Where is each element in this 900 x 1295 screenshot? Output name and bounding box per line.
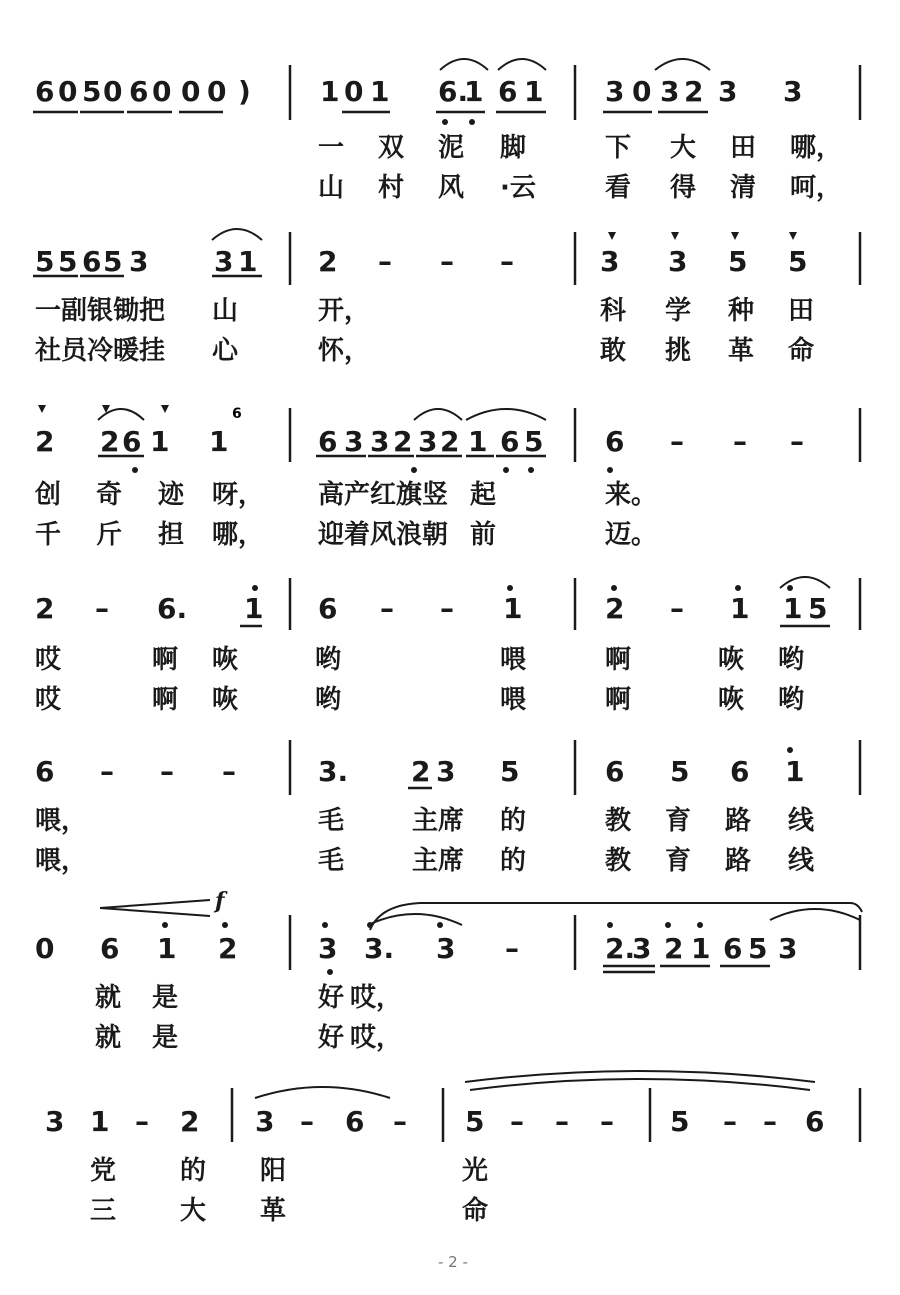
lyric-verse-2: 育 — [665, 846, 692, 876]
accent-mark — [161, 405, 169, 413]
slur — [212, 229, 262, 240]
octave-dot — [162, 922, 168, 928]
note: – — [763, 1105, 777, 1138]
lyric-verse-2: 喂， — [35, 846, 88, 876]
lyric-verse-2: 哎 — [35, 685, 62, 715]
lyric-verse-2: 村 — [378, 173, 405, 203]
lyric-verse-1: 迹 — [158, 480, 185, 510]
lyric-verse-1: 光 — [462, 1156, 489, 1186]
note: 1 — [209, 425, 229, 458]
lyric-verse-1: 创 — [35, 480, 62, 510]
note: 0 — [35, 932, 55, 965]
note: 5 — [670, 755, 690, 788]
lyric-verse-2: 迎着风浪朝 — [318, 520, 449, 550]
note: – — [733, 425, 747, 458]
note: 2 — [605, 592, 625, 625]
octave-dot — [507, 585, 513, 591]
lyric-verse-1: 下 — [605, 133, 632, 163]
octave-dot — [528, 467, 534, 473]
lyric-verse-1: 田 — [788, 296, 815, 326]
lyric-verse-2: 毛 — [318, 846, 345, 876]
lyric-verse-2: 革 — [260, 1196, 287, 1226]
lyric-verse-2: 哪， — [212, 520, 265, 550]
slur — [440, 59, 488, 70]
note: – — [100, 755, 114, 788]
note: 0 — [58, 75, 78, 108]
lyric-verse-2: 社员冷暖挂 — [35, 336, 166, 366]
dynamic-forte: f — [215, 888, 225, 914]
lyric-verse-1: 山 — [212, 296, 239, 326]
lyric-verse-2: 的 — [500, 846, 527, 876]
note: ) — [238, 75, 251, 108]
octave-dot — [665, 922, 671, 928]
lyric-verse-1: 一 — [318, 133, 345, 163]
note: 3 — [660, 75, 680, 108]
lyric-verse-1: 阳 — [260, 1156, 287, 1186]
page-number: - 2 - — [438, 1253, 468, 1271]
accent-mark — [671, 232, 679, 240]
note: 3 — [718, 75, 738, 108]
note: 3 — [436, 932, 456, 965]
note: 0 — [181, 75, 201, 108]
lyric-verse-1: 呀， — [212, 480, 265, 510]
note: – — [95, 592, 109, 625]
lyric-verse-1: 哪， — [790, 133, 843, 163]
lyric-verse-1: 奇 — [96, 480, 123, 510]
note: 1 — [783, 592, 803, 625]
note: 3 — [600, 245, 620, 278]
note: – — [440, 245, 454, 278]
note: 3 — [436, 755, 456, 788]
lyric-verse-1: 好 — [318, 983, 345, 1013]
note: 6 — [35, 755, 55, 788]
lyric-verse-1: 哟 — [315, 645, 342, 675]
lyric-verse-2: 啊 — [152, 685, 179, 715]
octave-dot — [437, 922, 443, 928]
note: 6 — [35, 75, 55, 108]
note: 1 — [468, 425, 488, 458]
note: 0 — [207, 75, 227, 108]
note: 2 — [664, 932, 684, 965]
lyric-verse-2: 主席 — [412, 846, 465, 876]
note: 1 — [691, 932, 711, 965]
lyric-verse-2: 大 — [180, 1196, 207, 1226]
lyric-verse-1: 啊 — [152, 645, 179, 675]
note: 6 — [100, 932, 120, 965]
note: – — [555, 1105, 569, 1138]
lyric-verse-2: 担 — [158, 520, 185, 550]
note: 2 — [35, 425, 55, 458]
lyric-verse-1: 啊 — [605, 645, 632, 675]
lyric-verse-2: 挑 — [665, 336, 692, 366]
lyric-verse-1: 是 — [152, 983, 179, 1013]
octave-dot — [411, 467, 417, 473]
note: – — [510, 1105, 524, 1138]
octave-dot — [607, 467, 613, 473]
grace-note: 6 — [232, 406, 242, 422]
octave-dot — [132, 467, 138, 473]
lyric-verse-2: 敢 — [600, 336, 627, 366]
octave-dot — [607, 922, 613, 928]
lyric-verse-1: 泥 — [438, 133, 465, 163]
lyric-verse-2: 好 — [318, 1023, 345, 1053]
octave-dot — [503, 467, 509, 473]
note: 5 — [524, 425, 544, 458]
note: 5 — [670, 1105, 690, 1138]
lyric-verse-2: 迈。 — [605, 520, 658, 550]
note: – — [380, 592, 394, 625]
note: 3. — [364, 932, 395, 965]
slur — [655, 59, 710, 70]
lyric-verse-1: 毛 — [318, 806, 345, 836]
note: 3 — [783, 75, 803, 108]
note: 2 — [100, 425, 120, 458]
note: 0 — [103, 75, 123, 108]
lyric-verse-1: 大 — [670, 133, 697, 163]
accent-mark — [789, 232, 797, 240]
lyric-verse-2: 哎， — [350, 1023, 403, 1053]
lyric-verse-1: 科 — [600, 296, 627, 326]
note: 3 — [45, 1105, 65, 1138]
note: 5 — [808, 592, 828, 625]
note: 3 — [214, 245, 234, 278]
slur — [368, 914, 462, 925]
octave-dot — [735, 585, 741, 591]
note: 1 — [150, 425, 170, 458]
slur — [414, 409, 462, 420]
note: – — [440, 592, 454, 625]
note: 3 — [344, 425, 364, 458]
lyric-verse-1: 开， — [318, 296, 371, 326]
lyric-verse-2: 咴 — [718, 685, 745, 715]
lyric-verse-2: 清 — [730, 173, 757, 203]
note: 6 — [122, 425, 142, 458]
note: 1 — [90, 1105, 110, 1138]
note: 3 — [318, 932, 338, 965]
slur — [470, 1079, 810, 1090]
note: 5 — [500, 755, 520, 788]
note: 3 — [778, 932, 798, 965]
lyric-verse-1: 一副银锄把 — [35, 296, 166, 326]
note: 6 — [500, 425, 520, 458]
lyric-verse-1: 哎 — [35, 645, 62, 675]
note: 3 — [129, 245, 149, 278]
lyric-verse-2: 是 — [152, 1023, 179, 1053]
lyric-verse-2: 怀， — [318, 336, 371, 366]
note: 6. — [438, 75, 469, 108]
note: 1 — [524, 75, 544, 108]
octave-dot — [787, 747, 793, 753]
octave-dot — [252, 585, 258, 591]
note: 6 — [730, 755, 750, 788]
note: – — [500, 245, 514, 278]
note: 6 — [318, 592, 338, 625]
lyric-verse-1: 高产红旗竖 — [318, 480, 449, 510]
lyric-verse-1: 种 — [728, 296, 755, 326]
accent-mark — [731, 232, 739, 240]
lyric-verse-2: 就 — [95, 1023, 122, 1053]
note: – — [670, 425, 684, 458]
lyric-verse-2: 革 — [728, 336, 755, 366]
lyric-verse-2: 三 — [90, 1196, 117, 1226]
note: 5 — [58, 245, 78, 278]
octave-dot — [611, 585, 617, 591]
note: 1 — [157, 932, 177, 965]
lyric-verse-1: 起 — [470, 480, 497, 510]
octave-dot — [222, 922, 228, 928]
crescendo-hairpin — [100, 908, 210, 916]
note: 1 — [785, 755, 805, 788]
lyric-verse-2: ·云 — [500, 173, 536, 203]
note: 3 — [370, 425, 390, 458]
lyric-verse-2: 命 — [788, 336, 815, 366]
lyric-verse-2: 千 — [35, 520, 62, 550]
phrase-slur — [370, 903, 862, 930]
slur — [498, 59, 546, 70]
lyric-verse-2: 咴 — [212, 685, 239, 715]
lyric-verse-2: 风 — [438, 173, 465, 203]
lyric-verse-2: 心 — [212, 336, 239, 366]
note: 1 — [730, 592, 750, 625]
note: 6 — [498, 75, 518, 108]
lyric-verse-2: 呵， — [790, 173, 843, 203]
note: 1 — [503, 592, 523, 625]
lyric-verse-1: 咴 — [212, 645, 239, 675]
lyric-verse-1: 喂 — [500, 645, 527, 675]
lyric-verse-2: 山 — [318, 173, 345, 203]
note: 2 — [440, 425, 460, 458]
note: 3 — [418, 425, 438, 458]
note: 6 — [805, 1105, 825, 1138]
lyric-verse-2: 喂 — [500, 685, 527, 715]
note: – — [160, 755, 174, 788]
octave-dot — [367, 922, 373, 928]
note: 6 — [345, 1105, 365, 1138]
note: 6 — [82, 245, 102, 278]
note: – — [670, 592, 684, 625]
lyric-verse-1: 教 — [605, 806, 632, 836]
lyric-verse-1: 喂， — [35, 806, 88, 836]
note: 2 — [411, 755, 431, 788]
note: – — [222, 755, 236, 788]
lyric-verse-1: 来。 — [605, 480, 658, 510]
note: – — [393, 1105, 407, 1138]
note: 2 — [393, 425, 413, 458]
lyric-verse-1: 党 — [90, 1156, 117, 1186]
note: 3. — [318, 755, 349, 788]
note: – — [600, 1105, 614, 1138]
lyric-verse-1: 哎， — [350, 983, 403, 1013]
note: 5 — [788, 245, 808, 278]
note: 5 — [35, 245, 55, 278]
octave-dot — [322, 922, 328, 928]
note: 2 — [35, 592, 55, 625]
note: 1 — [238, 245, 258, 278]
slur — [770, 909, 860, 920]
accent-mark — [38, 405, 46, 413]
lyric-verse-2: 线 — [788, 846, 815, 876]
note: 6 — [605, 425, 625, 458]
lyric-verse-1: 线 — [788, 806, 815, 836]
crescendo-hairpin — [100, 900, 210, 908]
slur — [466, 409, 546, 420]
lyric-verse-1: 的 — [500, 806, 527, 836]
lyric-verse-2: 路 — [725, 846, 752, 876]
note: 6 — [129, 75, 149, 108]
note: 6 — [723, 932, 743, 965]
lyric-verse-1: 学 — [665, 296, 692, 326]
note: 2 — [318, 245, 338, 278]
octave-dot — [787, 585, 793, 591]
note: 0 — [152, 75, 172, 108]
note: 5 — [82, 75, 102, 108]
lyric-verse-2: 哟 — [778, 685, 805, 715]
note: 3 — [605, 75, 625, 108]
lyric-verse-2: 得 — [670, 173, 697, 203]
note: 6 — [318, 425, 338, 458]
octave-dot — [469, 119, 475, 125]
note: 5 — [103, 245, 123, 278]
lyric-verse-2: 斤 — [96, 520, 123, 550]
lyric-verse-1: 的 — [180, 1156, 207, 1186]
note: 1 — [464, 75, 484, 108]
note: 2 — [218, 932, 238, 965]
lyric-verse-2: 啊 — [605, 685, 632, 715]
note: – — [300, 1105, 314, 1138]
note: – — [378, 245, 392, 278]
lyric-verse-1: 田 — [730, 133, 757, 163]
note: 1 — [370, 75, 390, 108]
note: 6 — [605, 755, 625, 788]
lyric-verse-1: 哟 — [778, 645, 805, 675]
note: 1 — [244, 592, 264, 625]
lyric-verse-2: 命 — [462, 1196, 489, 1226]
note: 0 — [632, 75, 652, 108]
lyric-verse-1: 育 — [665, 806, 692, 836]
note: – — [135, 1105, 149, 1138]
note: 5 — [728, 245, 748, 278]
note: 2. — [605, 932, 636, 965]
lyric-verse-1: 咴 — [718, 645, 745, 675]
octave-dot — [327, 969, 333, 975]
note: 2 — [684, 75, 704, 108]
note: – — [505, 932, 519, 965]
lyric-verse-2: 教 — [605, 846, 632, 876]
note: 3 — [668, 245, 688, 278]
note: 3 — [632, 932, 652, 965]
octave-dot — [697, 922, 703, 928]
note: – — [723, 1105, 737, 1138]
accent-mark — [608, 232, 616, 240]
note: 0 — [344, 75, 364, 108]
lyric-verse-1: 脚 — [500, 133, 527, 163]
note: 3 — [255, 1105, 275, 1138]
lyric-verse-2: 哟 — [315, 685, 342, 715]
slur — [255, 1087, 390, 1098]
lyric-verse-2: 前 — [470, 520, 497, 550]
lyric-verse-1: 双 — [378, 133, 405, 163]
lyric-verse-1: 路 — [725, 806, 752, 836]
lyric-verse-1: 就 — [95, 983, 122, 1013]
note: 2 — [180, 1105, 200, 1138]
note: – — [790, 425, 804, 458]
octave-dot — [442, 119, 448, 125]
note: 5 — [748, 932, 768, 965]
note: 5 — [465, 1105, 485, 1138]
lyric-verse-1: 主席 — [412, 806, 465, 836]
note: 6. — [157, 592, 188, 625]
note: 1 — [320, 75, 340, 108]
lyric-verse-2: 看 — [605, 173, 632, 203]
slur — [465, 1071, 815, 1082]
